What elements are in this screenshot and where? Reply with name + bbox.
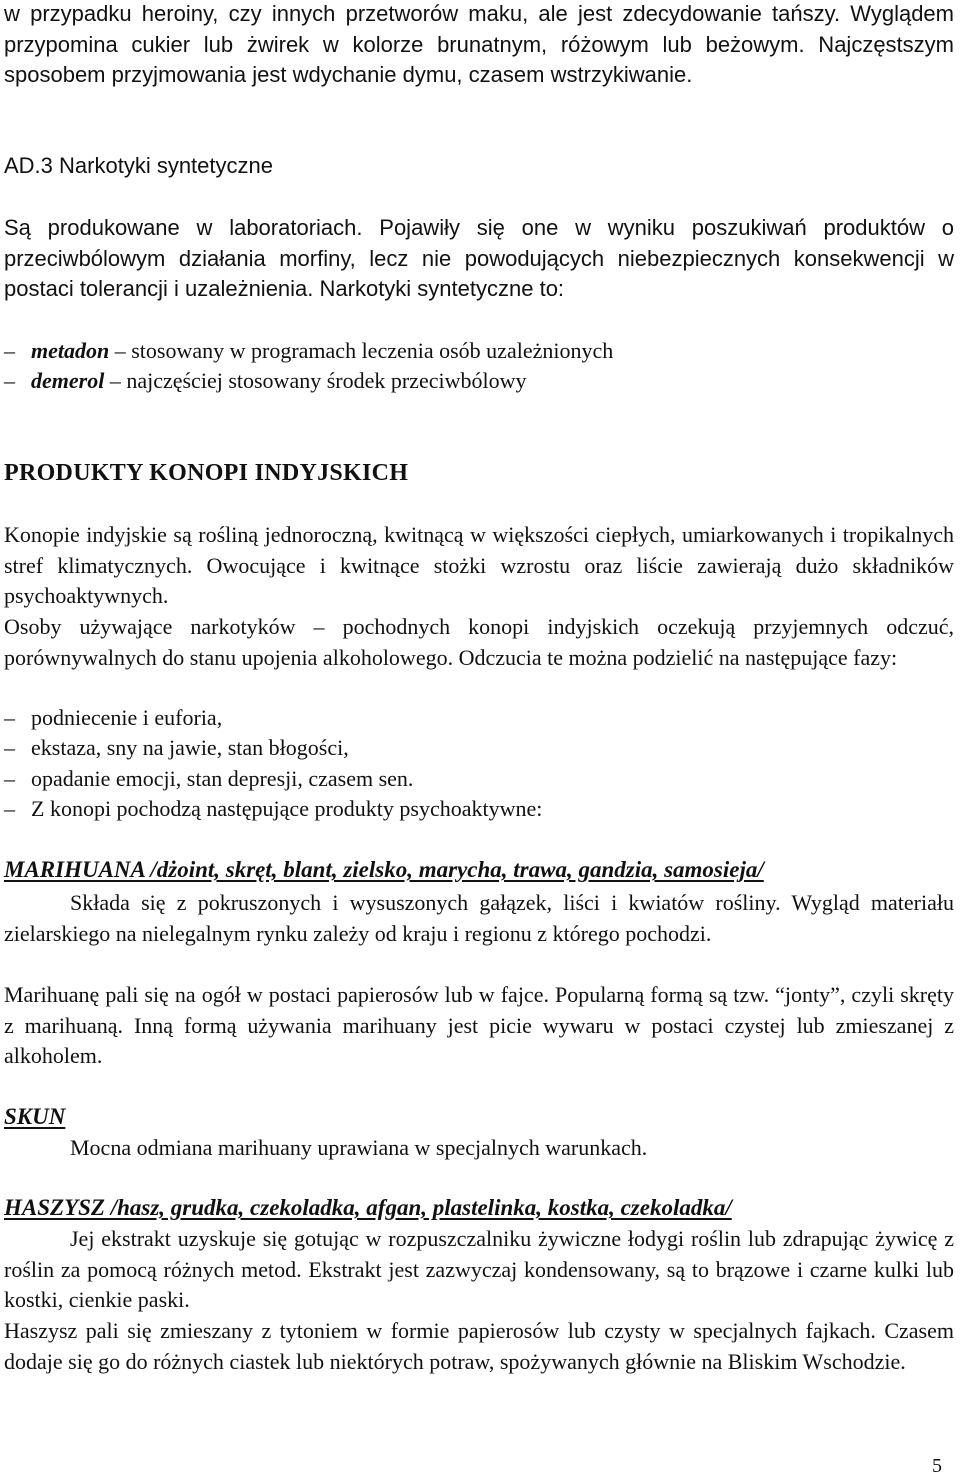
page-number: 5 [932, 1455, 942, 1477]
marihuana-heading: MARIHUANA /dżoint, skręt, blant, zielsko, marycha, trawa, gandzia, samosieja/ [4, 857, 764, 882]
drug-term: metadon [31, 338, 110, 363]
marihuana-paragraph-2: Marihuanę pali się na ogół w postaci papierosów lub w fajce. Popularną formą są tzw. “jonty”, czyli skręty z marihuaną. Inną formą używania marihuany jest picie wywaru w postaci czystej lub zmieszanej z alkoholem. [4, 982, 954, 1068]
list-dash: – [4, 368, 15, 393]
phase-list-item [4, 733, 954, 764]
cannabis-paragraph-1: Konopie indyjskie są rośliną jednoroczną, kwitnącą w większości ciepłych, umiarkowanych i tropikalnych stref klimatycznych. Owocujące i kwitnące stożki wzrostu oraz liście zawierają dużo składników psychoaktywnych. [4, 522, 954, 608]
drug-description: najczęściej stosowany środek przeciwbólowy [126, 368, 527, 393]
skun-paragraph: Mocna odmiana marihuany uprawiana w specjalnych warunkach. [70, 1135, 648, 1160]
list-dash: – [109, 368, 121, 393]
phase-text: opadanie emocji, stan depresji, czasem sen. [31, 766, 414, 791]
synthetic-list-item [4, 366, 954, 397]
marihuana-paragraph-1: Składa się z pokruszonych i wysuszonych gałązek, liści i kwiatów rośliny. Wygląd materiału zielarskiego na nielegalnym rynku zależy od kraju i regionu z którego pochodzi. [4, 890, 954, 946]
synthetic-paragraph: Są produkowane w laboratoriach. Pojawiły się one w wyniku poszukiwań produktów o przeciwbólowym działania morfiny, lecz nie powodujących niebezpiecznych konsekwencji w postaci tolerancji i uzależnienia. Narkotyki syntetyczne to: [4, 215, 954, 301]
list-dash: – [4, 705, 15, 730]
list-dash: – [4, 735, 15, 760]
section-heading-cannabis: PRODUKTY KONOPI INDYJSKICH [4, 460, 409, 486]
haszysz-heading: HASZYSZ /hasz, grudka, czekoladka, afgan, plastelinka, kostka, czekoladka/ [4, 1195, 732, 1220]
drug-description: stosowany w programach leczenia osób uzależnionych [131, 338, 614, 363]
haszysz-paragraph-2: Haszysz pali się zmieszany z tytoniem w formie papierosów lub czysty w specjalnych fajkach. Czasem dodaje się go do różnych ciastek lub niektórych potraw, spożywanych głównie na Bliskim Wschodzie. [4, 1318, 954, 1374]
intro-paragraph: w przypadku heroiny, czy innych przetworów maku, ale jest zdecydowanie tańszy. Wyglądem przypomina cukier lub żwirek w kolorze brunatnym, różowym lub beżowym. Najczęstszym sposobem przyjmowania jest wdychanie dymu, czasem wstrzykiwanie. [4, 1, 954, 87]
phase-text: podniecenie i euforia, [31, 705, 223, 730]
section-heading-synthetic: AD.3 Narkotyki syntetyczne [4, 153, 273, 178]
phase-list-item [4, 764, 954, 795]
haszysz-paragraph-1: Jej ekstrakt uzyskuje się gotując w rozpuszczalniku żywiczne łodygi roślin lub zdrapując żywicę z roślin za pomocą różnych metod. Ekstrakt jest zazwyczaj kondensowany, są to brązowe i czarne kulki lub kostki, cienkie paski. [4, 1226, 954, 1312]
list-dash: – [114, 338, 126, 363]
phase-list-item [4, 703, 954, 734]
drug-term: demerol [31, 368, 105, 393]
products-intro: – Z konopi pochodzą następujące produkty psychoaktywne: [4, 794, 954, 825]
list-dash: – [4, 338, 15, 363]
list-dash: – [4, 766, 15, 791]
list-dash: – [4, 796, 15, 821]
skun-heading: SKUN [4, 1104, 66, 1129]
cannabis-paragraph-2: Osoby używające narkotyków – pochodnych konopi indyjskich oczekują przyjemnych odczuć, porównywalnych do stanu upojenia alkoholowego. Odczucia te można podzielić na następujące fazy: [4, 614, 954, 670]
synthetic-list-item [4, 336, 954, 367]
phase-text: ekstaza, sny na jawie, stan błogości, [31, 735, 349, 760]
